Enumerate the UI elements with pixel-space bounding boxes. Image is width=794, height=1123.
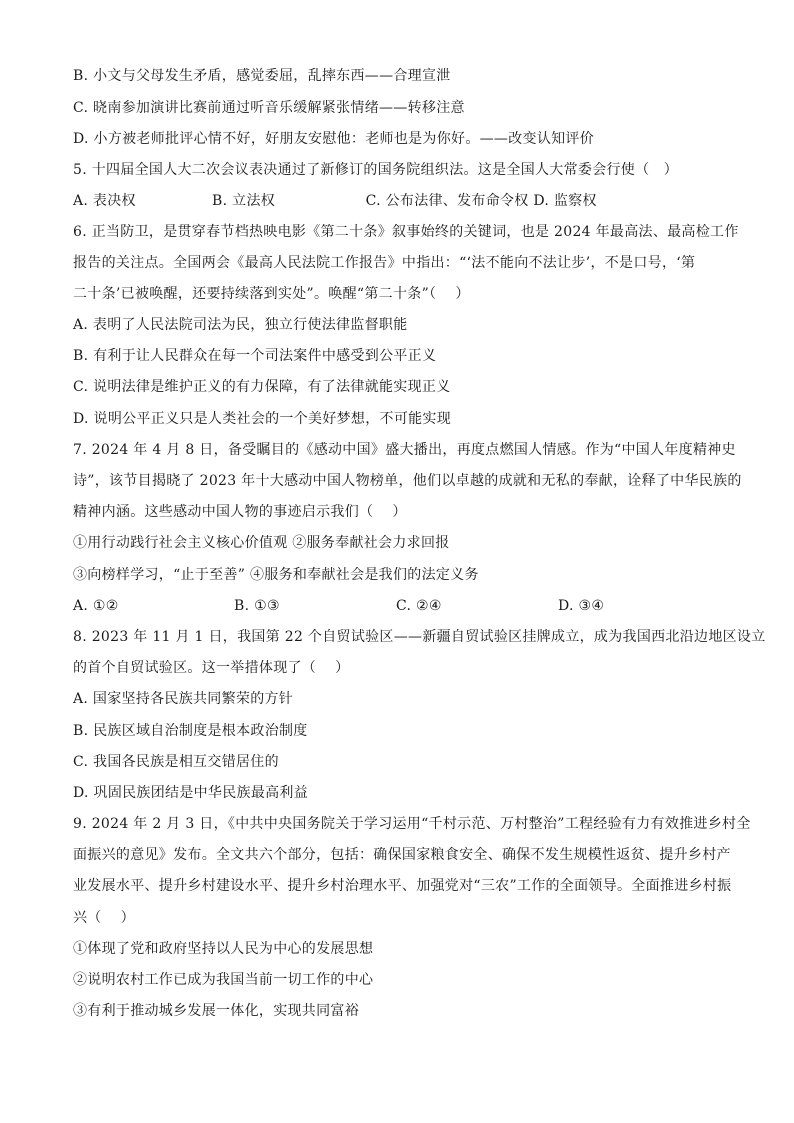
q9-stem-line-3: 业发展水平、提升乡村建设水平、提升乡村治理水平、加强党对“三农”工作的全面领导。全面推进乡村振 bbox=[73, 878, 732, 894]
q8-option-b: B. 民族区域自治制度是根本政治制度 bbox=[73, 723, 308, 739]
q7-option-b: B. ①③ bbox=[234, 598, 280, 614]
q9-statement-2: ②说明农村工作已成为我国当前一切工作的中心 bbox=[73, 972, 374, 988]
q7-stem-line-3: 精神内涵。这些感动中国人物的事迹启示我们（ ） bbox=[73, 504, 407, 520]
q4-option-b: B. 小文与父母发生矛盾，感觉委屈，乱摔东西——合理宣泄 bbox=[73, 68, 451, 84]
q9-stem-line-2: 面振兴的意见》发布。全文共六个部分，包括：确保国家粮食安全、确保不发生规模性返贫、提升乡村产 bbox=[73, 847, 731, 863]
q7-stem-line-1: 7. 2024 年 4 月 8 日，备受瞩目的《感动中国》盛大播出，再度点燃国人情感。作为“中国人年度精神史 bbox=[73, 442, 736, 458]
q5-options: A. 表决权 B. 立法权 C. 公布法律、发布命令权 D. 监察权 bbox=[73, 193, 597, 209]
q8-stem-line-2: 的首个自贸试验区。这一举措体现了（ ） bbox=[73, 660, 350, 676]
q4-option-c: C. 晓南参加演讲比赛前通过听音乐缓解紧张情绪——转移注意 bbox=[73, 100, 465, 116]
q6-option-d: D. 说明公平正义只是人类社会的一个美好梦想，不可能实现 bbox=[73, 411, 452, 427]
q7-option-a: A. ①② bbox=[73, 598, 119, 614]
q4-option-d: D. 小方被老师批评心情不好，好朋友安慰他：老师也是为你好。——改变认知评价 bbox=[73, 131, 595, 147]
q6-stem-line-3: 二十条’已被唤醒，还要持续落到实处”。唤醒“第二十条”（ ） bbox=[73, 286, 470, 302]
q6-stem-line-1: 6. 正当防卫，是贯穿春节档热映电影《第二十条》叙事始终的关键词，也是 2024 年最高法、最高检工作 bbox=[73, 224, 739, 240]
q9-statement-3: ③有利于推动城乡发展一体化，实现共同富裕 bbox=[73, 1003, 359, 1019]
q8-option-c: C. 我国各民族是相互交错居住的 bbox=[73, 754, 279, 770]
q9-stem-line-1: 9. 2024 年 2 月 3 日，《中共中央国务院关于学习运用“千村示范、万村整治”工程经验有力有效推进乡村全 bbox=[73, 816, 751, 832]
q9-stem-line-4: 兴（ ） bbox=[73, 910, 135, 926]
q8-option-d: D. 巩固民族团结是中华民族最高利益 bbox=[73, 785, 309, 801]
q6-stem-line-2: 报告的关注点。全国两会《最高人民法院工作报告》中指出：“‘法不能向不法让步’，不是口号，‘第 bbox=[73, 255, 696, 271]
q8-option-a: A. 国家坚持各民族共同繁荣的方针 bbox=[73, 691, 294, 707]
q7-option-d: D. ③④ bbox=[558, 598, 605, 614]
q6-option-c: C. 说明法律是维护正义的有力保障，有了法律就能实现正义 bbox=[73, 379, 451, 395]
q5-stem: 5. 十四届全国人大二次会议表决通过了新修订的国务院组织法。这是全国人大常委会行使（ ） bbox=[73, 162, 679, 178]
q7-stem-line-2: 诗”，该节目揭晓了 2023 年十大感动中国人物榜单，他们以卓越的成就和无私的奉献，诠释了中华民族的 bbox=[73, 473, 742, 489]
q6-option-a: A. 表明了人民法院司法为民，独立行使法律监督职能 bbox=[73, 317, 408, 333]
q6-option-b: B. 有利于让人民群众在每一个司法案件中感受到公平正义 bbox=[73, 348, 437, 364]
q8-stem-line-1: 8. 2023 年 11 月 1 日，我国第 22 个自贸试验区——新疆自贸试验区挂牌成立，成为我国西北沿边地区设立 bbox=[73, 629, 766, 645]
q9-statement-1: ①体现了党和政府坚持以人民为中心的发展思想 bbox=[73, 941, 374, 957]
q7-statements-1: ①用行动践行社会主义核心价值观 ②服务奉献社会力求回报 bbox=[73, 535, 450, 551]
q7-option-c: C. ②④ bbox=[396, 598, 442, 614]
q7-statements-2: ③向榜样学习，“止于至善” ④服务和奉献社会是我们的法定义务 bbox=[73, 567, 479, 583]
